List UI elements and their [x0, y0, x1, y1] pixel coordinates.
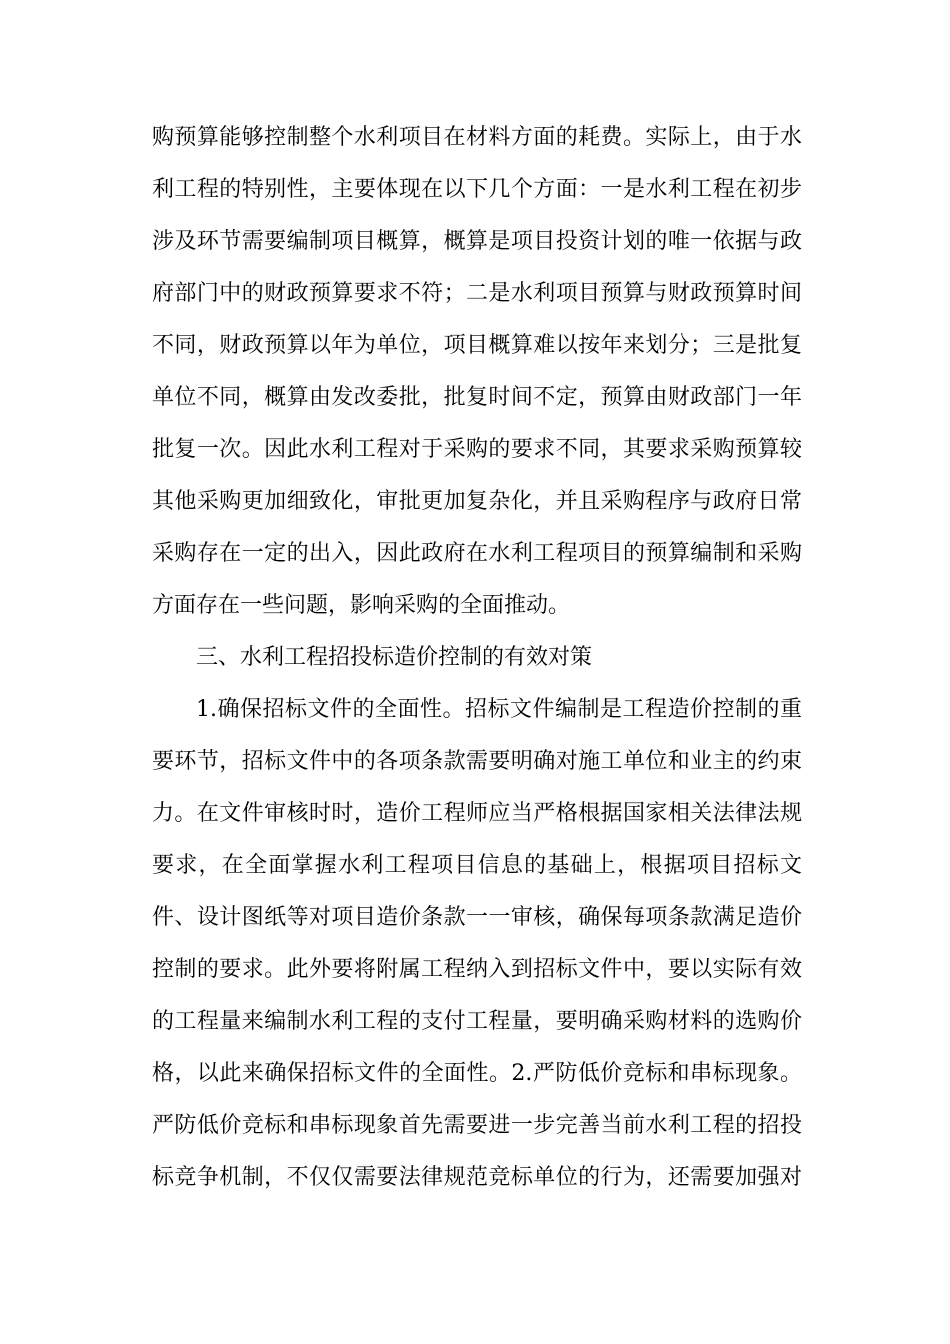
body-text-line: 其他采购更加细致化，审批更加复杂化，并且采购程序与政府日常 [152, 489, 802, 514]
body-text-line: 的工程量来编制水利工程的支付工程量，要明确采购材料的选购价 [152, 1009, 802, 1034]
body-text-line: 涉及环节需要编制项目概算，概算是项目投资计划的唯一依据与政 [152, 229, 802, 254]
body-text-line: 方面存在一些问题，影响采购的全面推动。 [152, 593, 571, 618]
body-text-line: 利工程的特别性，主要体现在以下几个方面：一是水利工程在初步 [152, 177, 802, 202]
body-text-line: 不同，财政预算以年为单位，项目概算难以按年来划分；三是批复 [152, 333, 802, 358]
body-text-line: 力。在文件审核时时，造价工程师应当严格根据国家相关法律法规 [152, 801, 802, 826]
body-text-line: 件、设计图纸等对项目造价条款一一审核，确保每项条款满足造价 [152, 905, 802, 930]
body-text-line: 府部门中的财政预算要求不符；二是水利项目预算与财政预算时间 [152, 281, 802, 306]
body-text-line: 单位不同，概算由发改委批，批复时间不定，预算由财政部门一年 [152, 385, 802, 410]
body-text-line: 要求，在全面掌握水利工程项目信息的基础上，根据项目招标文 [152, 853, 802, 878]
body-text-line: 格，以此来确保招标文件的全面性。2.严防低价竞标和串标现象。 [152, 1061, 802, 1086]
body-text-line: 控制的要求。此外要将附属工程纳入到招标文件中，要以实际有效 [152, 957, 802, 982]
body-text-line: 购预算能够控制整个水利项目在材料方面的耗费。实际上，由于水 [152, 125, 802, 150]
body-text-line: 要环节，招标文件中的各项条款需要明确对施工单位和业主的约束 [152, 749, 802, 774]
section-heading: 三、水利工程招投标造价控制的有效对策 [196, 645, 593, 670]
body-text-line: 1.确保招标文件的全面性。招标文件编制是工程造价控制的重 [196, 697, 802, 722]
body-text-line: 严防低价竞标和串标现象首先需要进一步完善当前水利工程的招投 [152, 1113, 802, 1138]
body-text-line: 采购存在一定的出入，因此政府在水利工程项目的预算编制和采购 [152, 541, 802, 566]
body-text-line: 批复一次。因此水利工程对于采购的要求不同，其要求采购预算较 [152, 437, 802, 462]
body-text-line: 标竞争机制，不仅仅需要法律规范竞标单位的行为，还需要加强对 [152, 1165, 802, 1190]
